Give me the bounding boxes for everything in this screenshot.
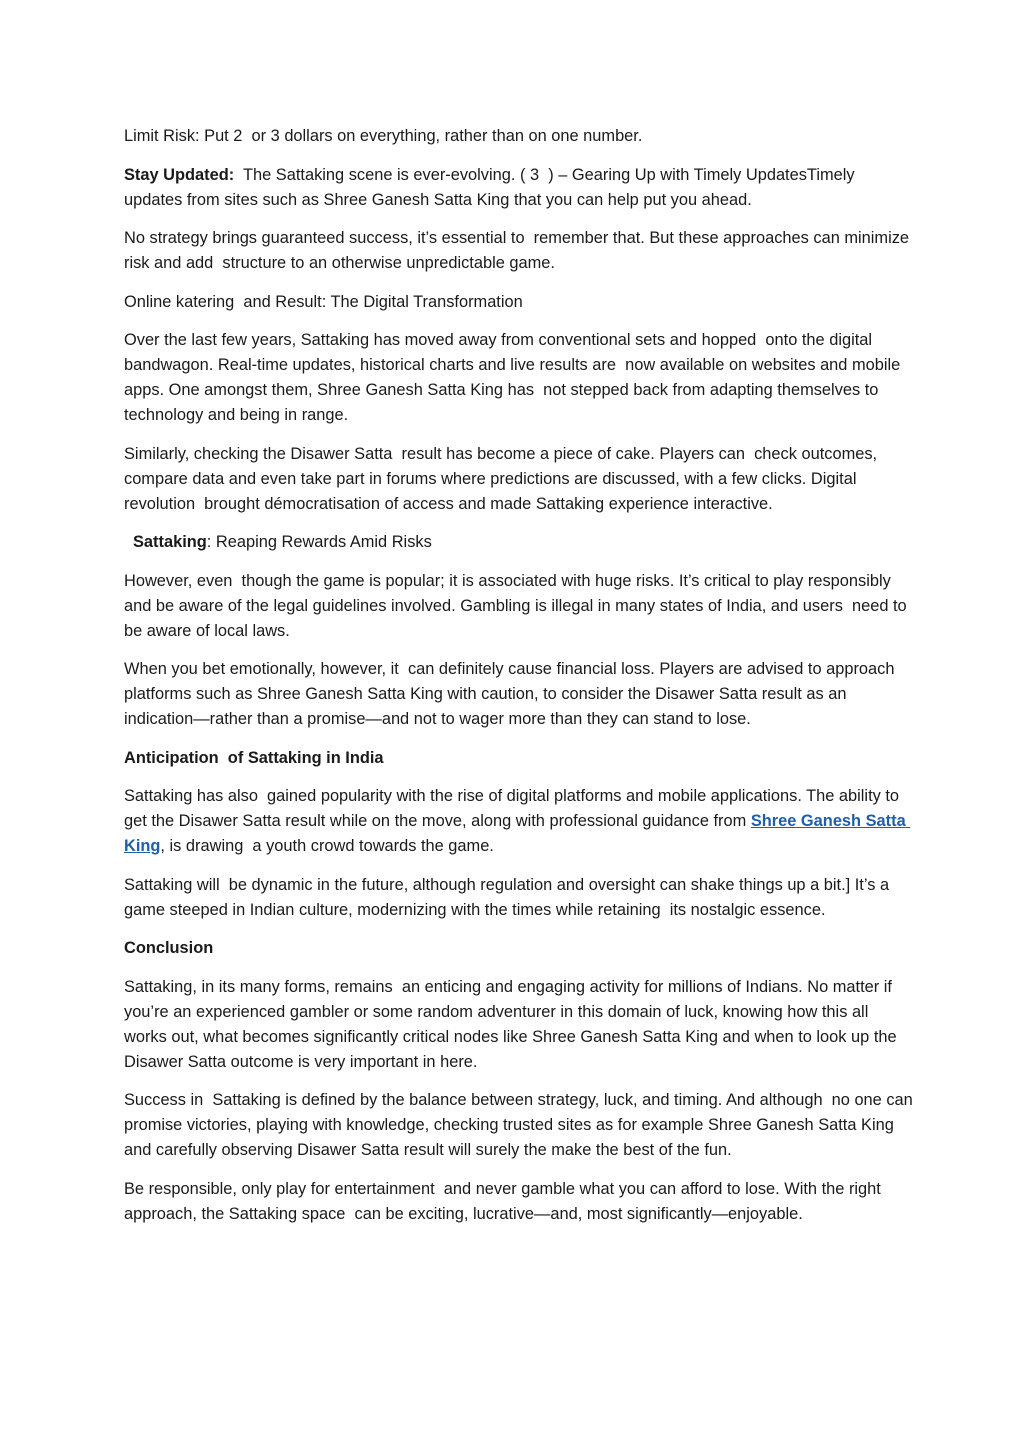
paragraph-future: Sattaking will be dynamic in the future, although regulation and oversight can shake things up a bit.] It’s a game steeped in Indian culture, modernizing with the times while retaining its nostalgic essence. — [124, 875, 894, 919]
paragraph-disawer-result: Similarly, checking the Disawer Satta result has become a piece of cake. Players can check outcomes, compare data and even take part in forums where predictions are discussed, with a few clicks. Digital revolution brought démocratisation of access and made Sattaking experience interactive. — [124, 444, 882, 513]
paragraph-no-strategy: No strategy brings guaranteed success, it’s essential to remember that. But these approaches can minimize risk and add structure to an otherwise unpredictable game. — [124, 229, 914, 272]
heading-digital-transformation: Online katering and Result: The Digital Transformation — [124, 292, 523, 311]
sattaking-label: Sattaking — [133, 533, 207, 551]
heading-conclusion: Conclusion — [124, 939, 214, 957]
paragraph-success: Success in Sattaking is defined by the balance between strategy, luck, and timing. And although no one can promise victories, playing with knowledge, checking trusted sites as for example Shree Ganesh Satta King and carefully observing Disawer Satta result will surely the make the best of the fun. — [124, 1091, 918, 1159]
paragraph-risks: However, even though the game is popular; it is associated with huge risks. It’s critical to play responsibly and be aware of the legal guidelines involved. Gambling is illegal in many states of India, and users need to be aware of local laws. — [124, 571, 912, 640]
popularity-text-start: Sattaking has also gained popularity with the rise of digital platforms and mobile applications. The ability to get the Disawer Satta result while on the move, along with professional guidance from — [124, 787, 904, 830]
paragraph-conclusion: Sattaking, in its many forms, remains an enticing and engaging activity for millions of Indians. No matter if you’re an experienced gambler or some random adventurer in this domain of luck, knowing how this all works out, what becomes significantly critical nodes like Shree Ganesh Satta King and when to look up the Disawer Satta outcome is very important in here. — [124, 977, 902, 1071]
paragraph-limit-risk: Limit Risk: Put 2 or 3 dollars on everything, rather than on one number. — [124, 127, 643, 145]
reaping-rewards-text: : Reaping Rewards Amid Risks — [206, 533, 432, 551]
heading-anticipation: Anticipation of Sattaking in India — [124, 748, 384, 767]
paragraph-popularity — [124, 784, 914, 859]
paragraph-stay-updated — [124, 163, 914, 213]
stay-updated-label: Stay Updated: — [124, 165, 235, 184]
popularity-text-end: , is drawing a youth crowd towards the game. — [160, 837, 494, 855]
shree-ganesh-satta-king-link[interactable]: Shree Ganesh Satta King — [124, 812, 911, 855]
stay-updated-text: The Sattaking scene is ever-evolving. ( 3 ) – Gearing Up with Timely UpdatesTimely updates from sites such as Shree Ganesh Satta King that you can help put you ahead. — [124, 165, 860, 209]
paragraph-be-responsible: Be responsible, only play for entertainment and never gamble what you can afford to lose. With the right approach, the Sattaking space can be exciting, lucrative—and, most significantly—enjoyable. — [124, 1179, 886, 1223]
heading-reaping-rewards — [124, 530, 914, 555]
paragraph-digital-bandwagon: Over the last few years, Sattaking has moved away from conventional sets and hopped onto the digital bandwagon. Real-time updates, historical charts and live results are now available on websites and mobile apps. One amongst them, Shree Ganesh Satta King has not stepped back from adapting themselves to technology and being in range. — [124, 331, 905, 424]
document-page — [124, 124, 918, 1240]
paragraph-bet-emotionally: When you bet emotionally, however, it can definitely cause financial loss. Players are advised to approach platforms such as Shree Ganesh Satta King with caution, to consider the Disawer Satta result as an indication—rather than a promise—and not to wager more than they can stand to lose. — [124, 660, 904, 728]
